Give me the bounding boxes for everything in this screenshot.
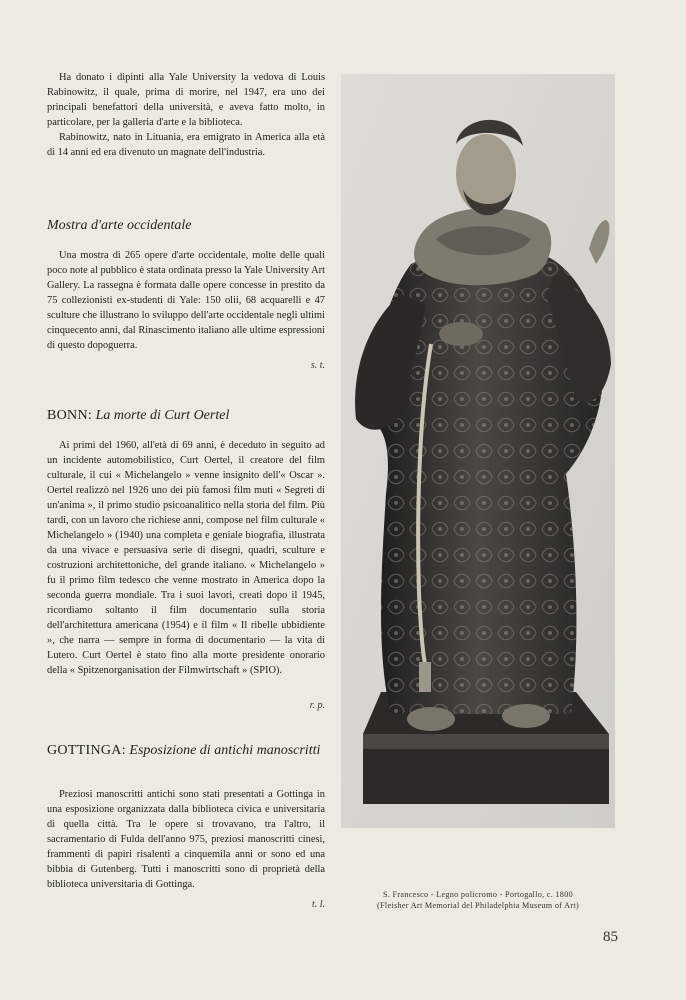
gottinga-city: GOTTINGA: — [47, 743, 126, 758]
gottinga-title: Esposizione di antichi manoscritti — [129, 743, 321, 758]
mostra-signature: s. t. — [310, 360, 325, 371]
intro-text — [47, 70, 325, 160]
page-number: 85 — [603, 929, 618, 945]
mostra-text — [47, 248, 325, 353]
bonn-heading — [47, 407, 325, 425]
gottinga-signature: t. l. — [311, 899, 325, 910]
bonn-city: BONN: — [47, 408, 93, 423]
gottinga-text — [47, 787, 325, 892]
bonn-paragraph: Ai primi del 1960, all'età di 69 anni, è deceduto in seguito ad un incidente automobilistico, Curt Oertel, il creatore del film culturale, il cui « Michelangelo » venne insignito dell'« Oscar ». Oertel realizzò nel 1926 uno dei più famosi film muti « Segreti di un'anima », il primo studio psicoanalitico nella storia del film. Più tardi, con un lavoro che richiese anni, compose nel film culturale « Michelangelo » (1940) una completa e geniale biografia, illustrata da una vivace e persuasiva serie di disegni, quadri, sculture e costruzioni architettoniche, del grande italiano. « Michelangelo » fu il primo film tedesco che venne mostrato in America dopo la seconda guerra mondiale. Tra i suoi lavori, creati dopo il 1945, ricordiamo soltanto il film documentario sulla storia dell'architettura americana (1954) e il film « Il ribelle ubbidiente », che narra — sempre in forma di documentario — la vita di Lutero. Curt Oertel è stato fino alla morte presidente onorario della « Spitzenorganisation der Filmwirtschaft » (SPIO). — [47, 440, 325, 676]
bonn-signature: r. p. — [309, 700, 325, 711]
gottinga-heading — [47, 742, 325, 760]
statue-illustration — [341, 74, 615, 828]
intro-paragraph-1: Ha donato i dipinti alla Yale University la vedova di Louis Rabinowitz, il quale, prima di morire, nel 1947, era uno dei principali benefattori della università, e aveva fatto molto, in particolare, per la galleria d'arte e la biblioteca. — [47, 72, 325, 128]
bonn-title: La morte di Curt Oertel — [95, 408, 230, 423]
saint-francis-statue-photo — [341, 74, 615, 828]
gottinga-paragraph: Preziosi manoscritti antichi sono stati presentati a Gottinga in una esposizione organizzata dalla biblioteca civica e universitaria di quella città. Tra le opere si trovavano, tra l'altro, il sacramentario di Fulda dell'anno 975, preziosi manoscritti cinesi, frammenti di papiri risalenti a cinquemila anni or sono ed una bibbia di Gutenberg. Tutti i manoscritti sono di proprietà della biblioteca universitaria di Gottinga. — [47, 789, 325, 890]
intro-paragraph-2: Rabinowitz, nato in Lituania, era emigrato in America alla età di 14 anni ed era divenuto un magnate dell'industria. — [47, 132, 325, 158]
photo-caption — [341, 889, 615, 911]
caption-line-2: (Fleisher Art Memorial del Philadelphia Museum of Art) — [377, 901, 579, 910]
bonn-text — [47, 438, 325, 678]
mostra-paragraph: Una mostra di 265 opere d'arte occidentale, molte delle quali poco note al pubblico è stata ordinata presso la Yale University Art Gallery. La rassegna è formata dalle opere concesse in prestito da 75 collezionisti ex-studenti di Yale: 150 olii, 68 acquarelli e 47 sculture che illustrano lo sviluppo dell'arte occidentale negli ultimi cinquecento anni, dal Rinascimento italiano alle ultime espressioni di questo dopoguerra. — [47, 250, 325, 351]
caption-line-1: S. Francesco - Legno policromo - Portogallo, c. 1800 — [382, 890, 573, 899]
mostra-heading: Mostra d'arte occidentale — [47, 218, 192, 233]
